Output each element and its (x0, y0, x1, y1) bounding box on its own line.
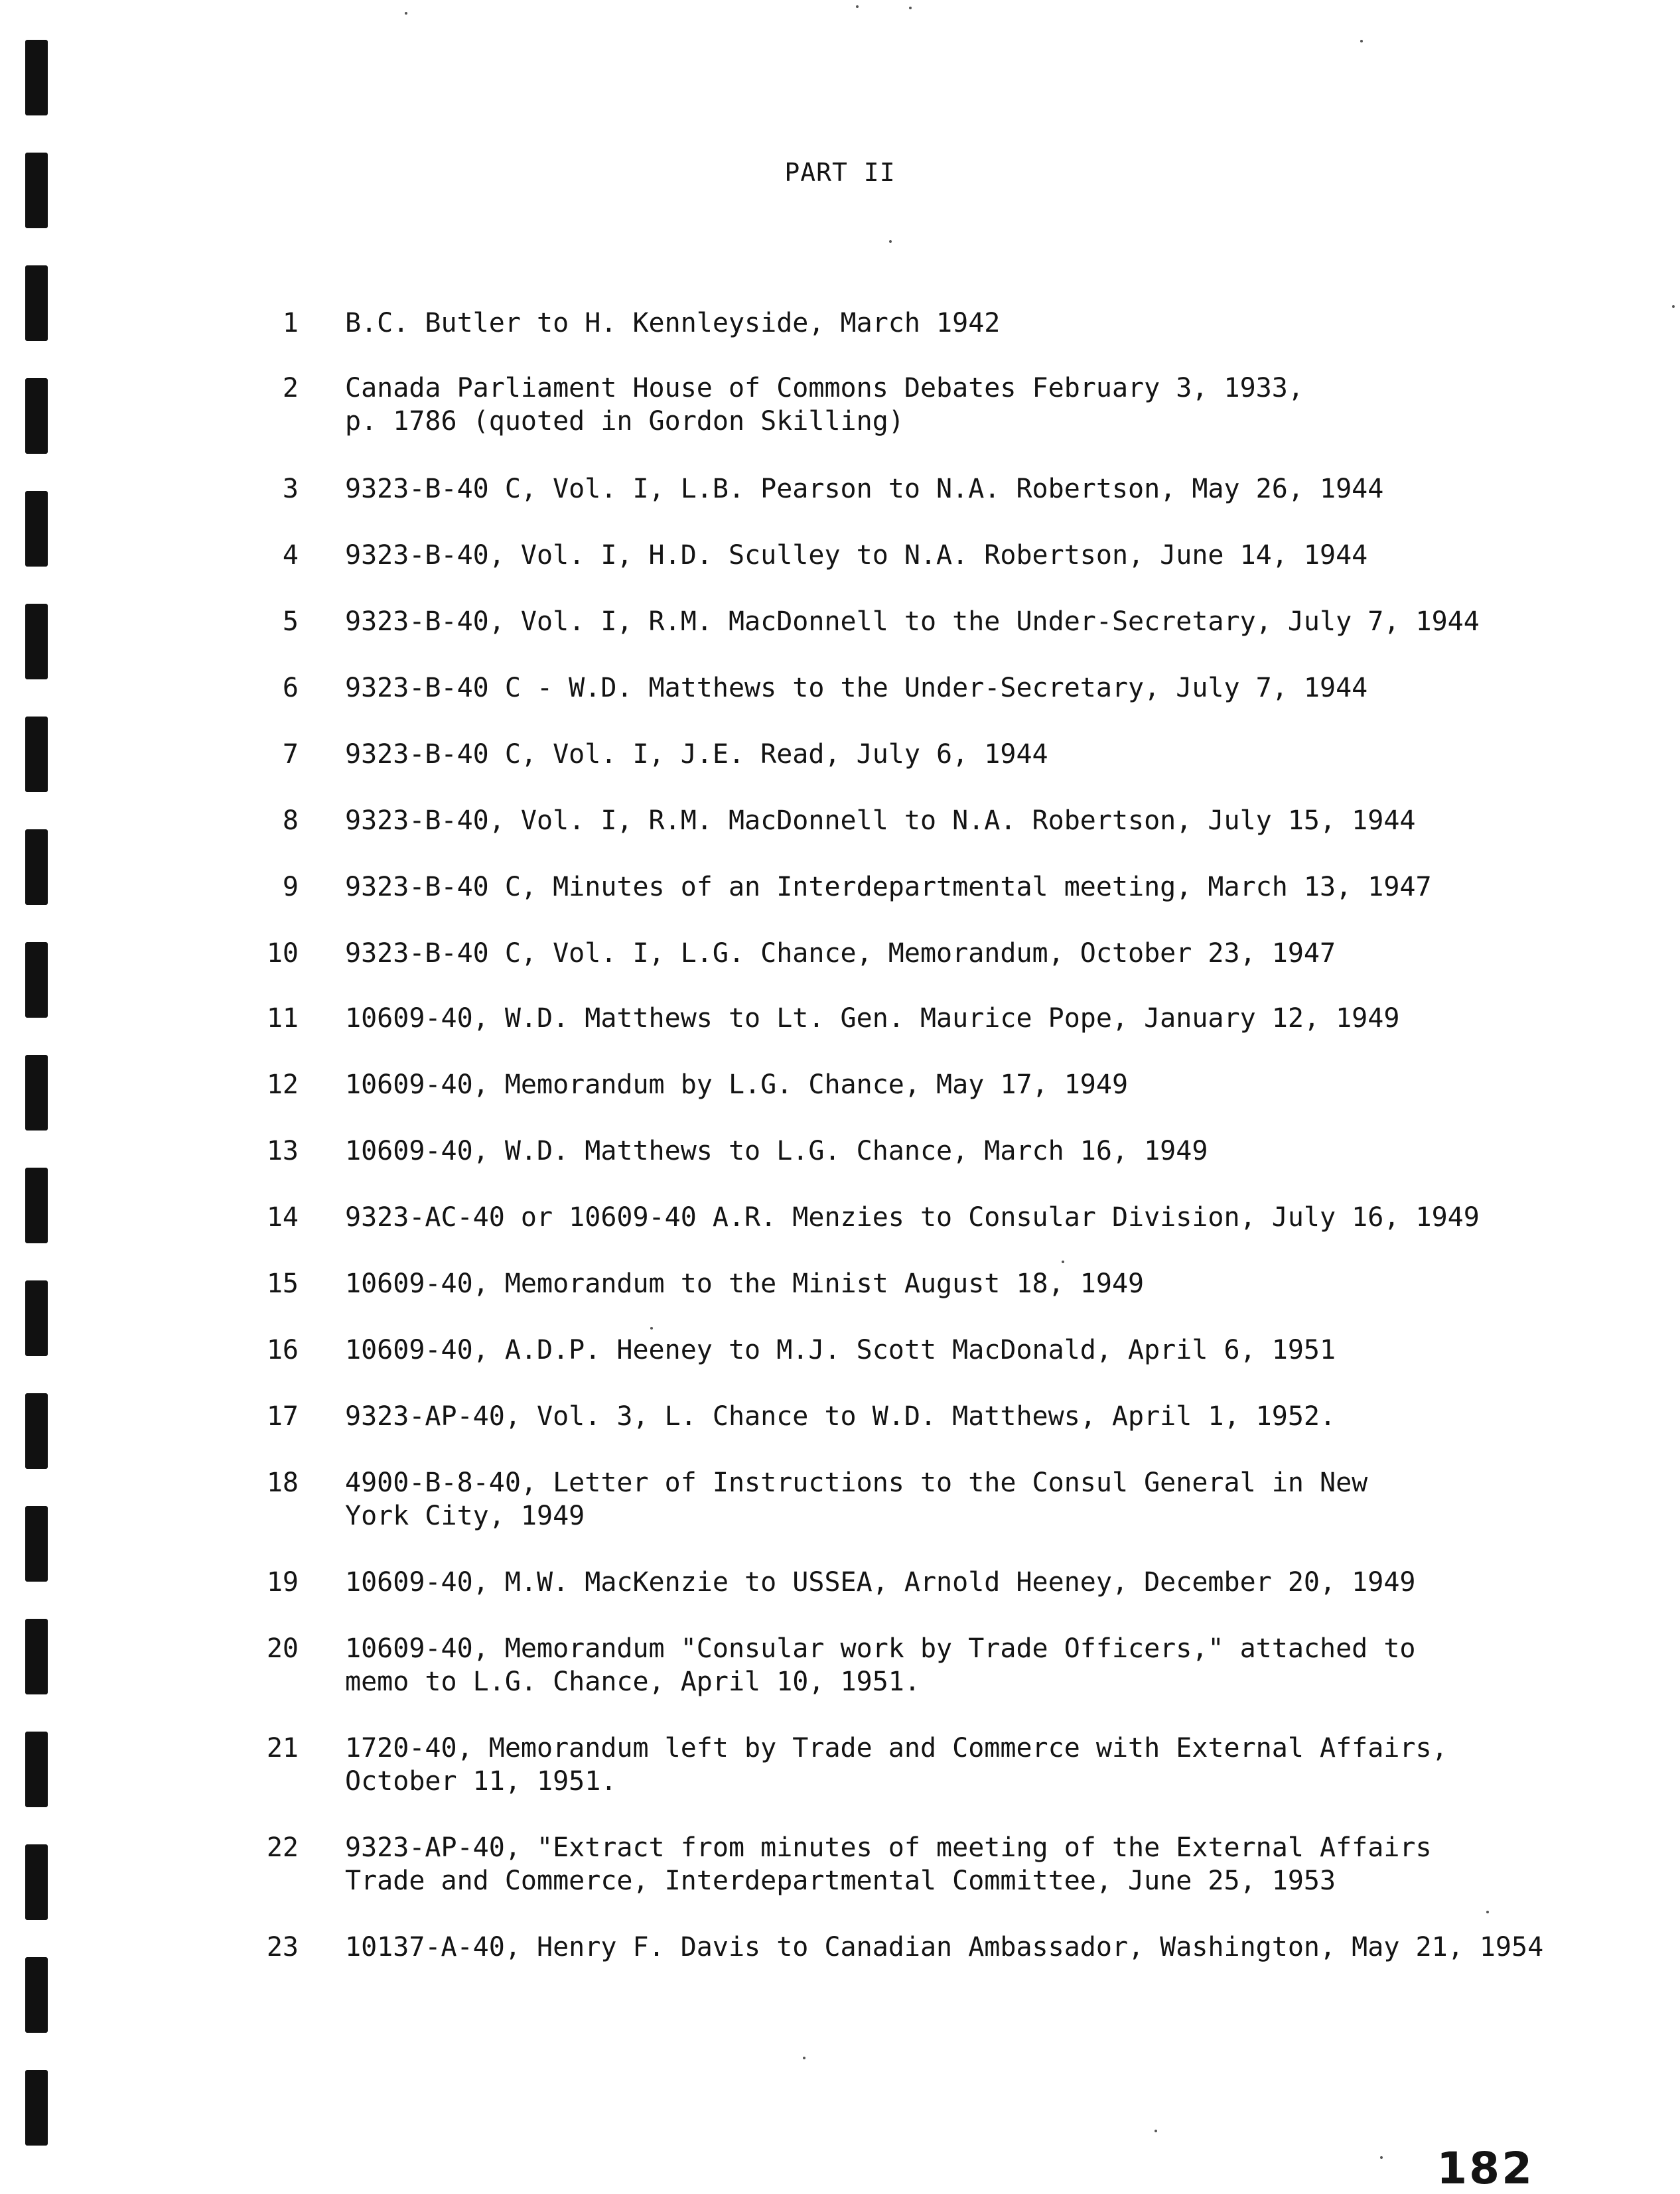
note-number: 20 (266, 1633, 299, 1664)
scan-speck (856, 5, 859, 8)
note-text-line: 9323-AP-40, "Extract from minutes of meeting of the External Affairs (345, 1832, 1432, 1863)
note-text-line: B.C. Butler to H. Kennleyside, March 1942 (345, 308, 1001, 338)
note-number: 5 (282, 606, 299, 637)
note-number: 18 (266, 1468, 299, 1498)
note-text-line: 10609-40, A.D.P. Heeney to M.J. Scott MacDonald, April 6, 1951 (345, 1335, 1336, 1365)
note-text-line: 10609-40, Memorandum "Consular work by Trade Officers," attached to (345, 1633, 1416, 1664)
note-number: 6 (282, 673, 299, 703)
note-number: 7 (282, 739, 299, 770)
note-text-line: 9323-B-40 C, Vol. I, J.E. Read, July 6, 1944 (345, 739, 1048, 770)
scan-speck (1380, 2156, 1383, 2159)
note-number: 23 (266, 1932, 299, 1962)
note-text-line: 10609-40, Memorandum to the Minist August 18, 1949 (345, 1268, 1145, 1299)
scan-speck (803, 2057, 805, 2059)
scan-speck (1486, 1911, 1489, 1913)
note-text-line: Canada Parliament House of Commons Debates February 3, 1933, (345, 373, 1304, 403)
note-text-line: Trade and Commerce, Interdepartmental Committee, June 25, 1953 (345, 1866, 1336, 1896)
note-number: 15 (266, 1268, 299, 1299)
note-text-line: 10609-40, W.D. Matthews to Lt. Gen. Maurice Pope, January 12, 1949 (345, 1003, 1400, 1034)
page-title: PART II (784, 158, 896, 187)
note-text-line: 9323-B-40 C - W.D. Matthews to the Under-Secretary, July 7, 1944 (345, 673, 1368, 703)
note-text-line: October 11, 1951. (345, 1766, 617, 1797)
note-number: 4 (282, 540, 299, 571)
note-text-line: 9323-B-40, Vol. I, H.D. Sculley to N.A. Robertson, June 14, 1944 (345, 540, 1368, 571)
scan-speck (1672, 305, 1675, 308)
note-text-line: York City, 1949 (345, 1501, 585, 1531)
note-number: 16 (266, 1335, 299, 1365)
note-number: 8 (282, 805, 299, 836)
note-text-line: memo to L.G. Chance, April 10, 1951. (345, 1667, 920, 1697)
note-number: 17 (266, 1401, 299, 1432)
note-number: 12 (266, 1069, 299, 1100)
note-number: 13 (266, 1136, 299, 1166)
note-text-line: 9323-B-40 C, Minutes of an Interdepartmental meeting, March 13, 1947 (345, 872, 1432, 902)
note-number: 1 (282, 308, 299, 338)
note-number: 22 (266, 1832, 299, 1863)
note-text-line: 9323-B-40 C, Vol. I, L.G. Chance, Memorandum, October 23, 1947 (345, 938, 1336, 969)
note-number: 11 (266, 1003, 299, 1034)
note-text-line: 9323-AP-40, Vol. 3, L. Chance to W.D. Matthews, April 1, 1952. (345, 1401, 1336, 1432)
note-number: 14 (266, 1202, 299, 1233)
note-number: 10 (266, 938, 299, 969)
note-number: 2 (282, 373, 299, 403)
scan-speck (1360, 40, 1363, 42)
note-text-line: p. 1786 (quoted in Gordon Skilling) (345, 406, 904, 437)
note-text-line: 9323-AC-40 or 10609-40 A.R. Menzies to Consular Division, July 16, 1949 (345, 1202, 1480, 1233)
scan-speck (650, 1327, 653, 1330)
note-text-line: 4900-B-8-40, Letter of Instructions to the Consul General in New (345, 1468, 1368, 1498)
page-number: 182 (1436, 2143, 1534, 2194)
scan-speck (405, 12, 407, 15)
note-text-line: 1720-40, Memorandum left by Trade and Commerce with External Affairs, (345, 1733, 1448, 1763)
note-number: 19 (266, 1567, 299, 1598)
note-number: 21 (266, 1733, 299, 1763)
note-text-line: 9323-B-40, Vol. I, R.M. MacDonnell to N.A. Robertson, July 15, 1944 (345, 805, 1416, 836)
scan-speck (909, 7, 912, 9)
note-text-line: 10609-40, M.W. MacKenzie to USSEA, Arnold Heeney, December 20, 1949 (345, 1567, 1416, 1598)
note-number: 9 (282, 872, 299, 902)
note-text-line: 9323-B-40, Vol. I, R.M. MacDonnell to the Under-Secretary, July 7, 1944 (345, 606, 1480, 637)
scan-speck (1062, 1261, 1064, 1263)
note-text-line: 9323-B-40 C, Vol. I, L.B. Pearson to N.A. Robertson, May 26, 1944 (345, 474, 1384, 504)
scan-speck (889, 240, 892, 243)
note-text-line: 10609-40, W.D. Matthews to L.G. Chance, March 16, 1949 (345, 1136, 1208, 1166)
scan-speck (1155, 2130, 1157, 2132)
note-number: 3 (282, 474, 299, 504)
note-text-line: 10137-A-40, Henry F. Davis to Canadian Ambassador, Washington, May 21, 1954 (345, 1932, 1544, 1962)
note-text-line: 10609-40, Memorandum by L.G. Chance, May 17, 1949 (345, 1069, 1129, 1100)
